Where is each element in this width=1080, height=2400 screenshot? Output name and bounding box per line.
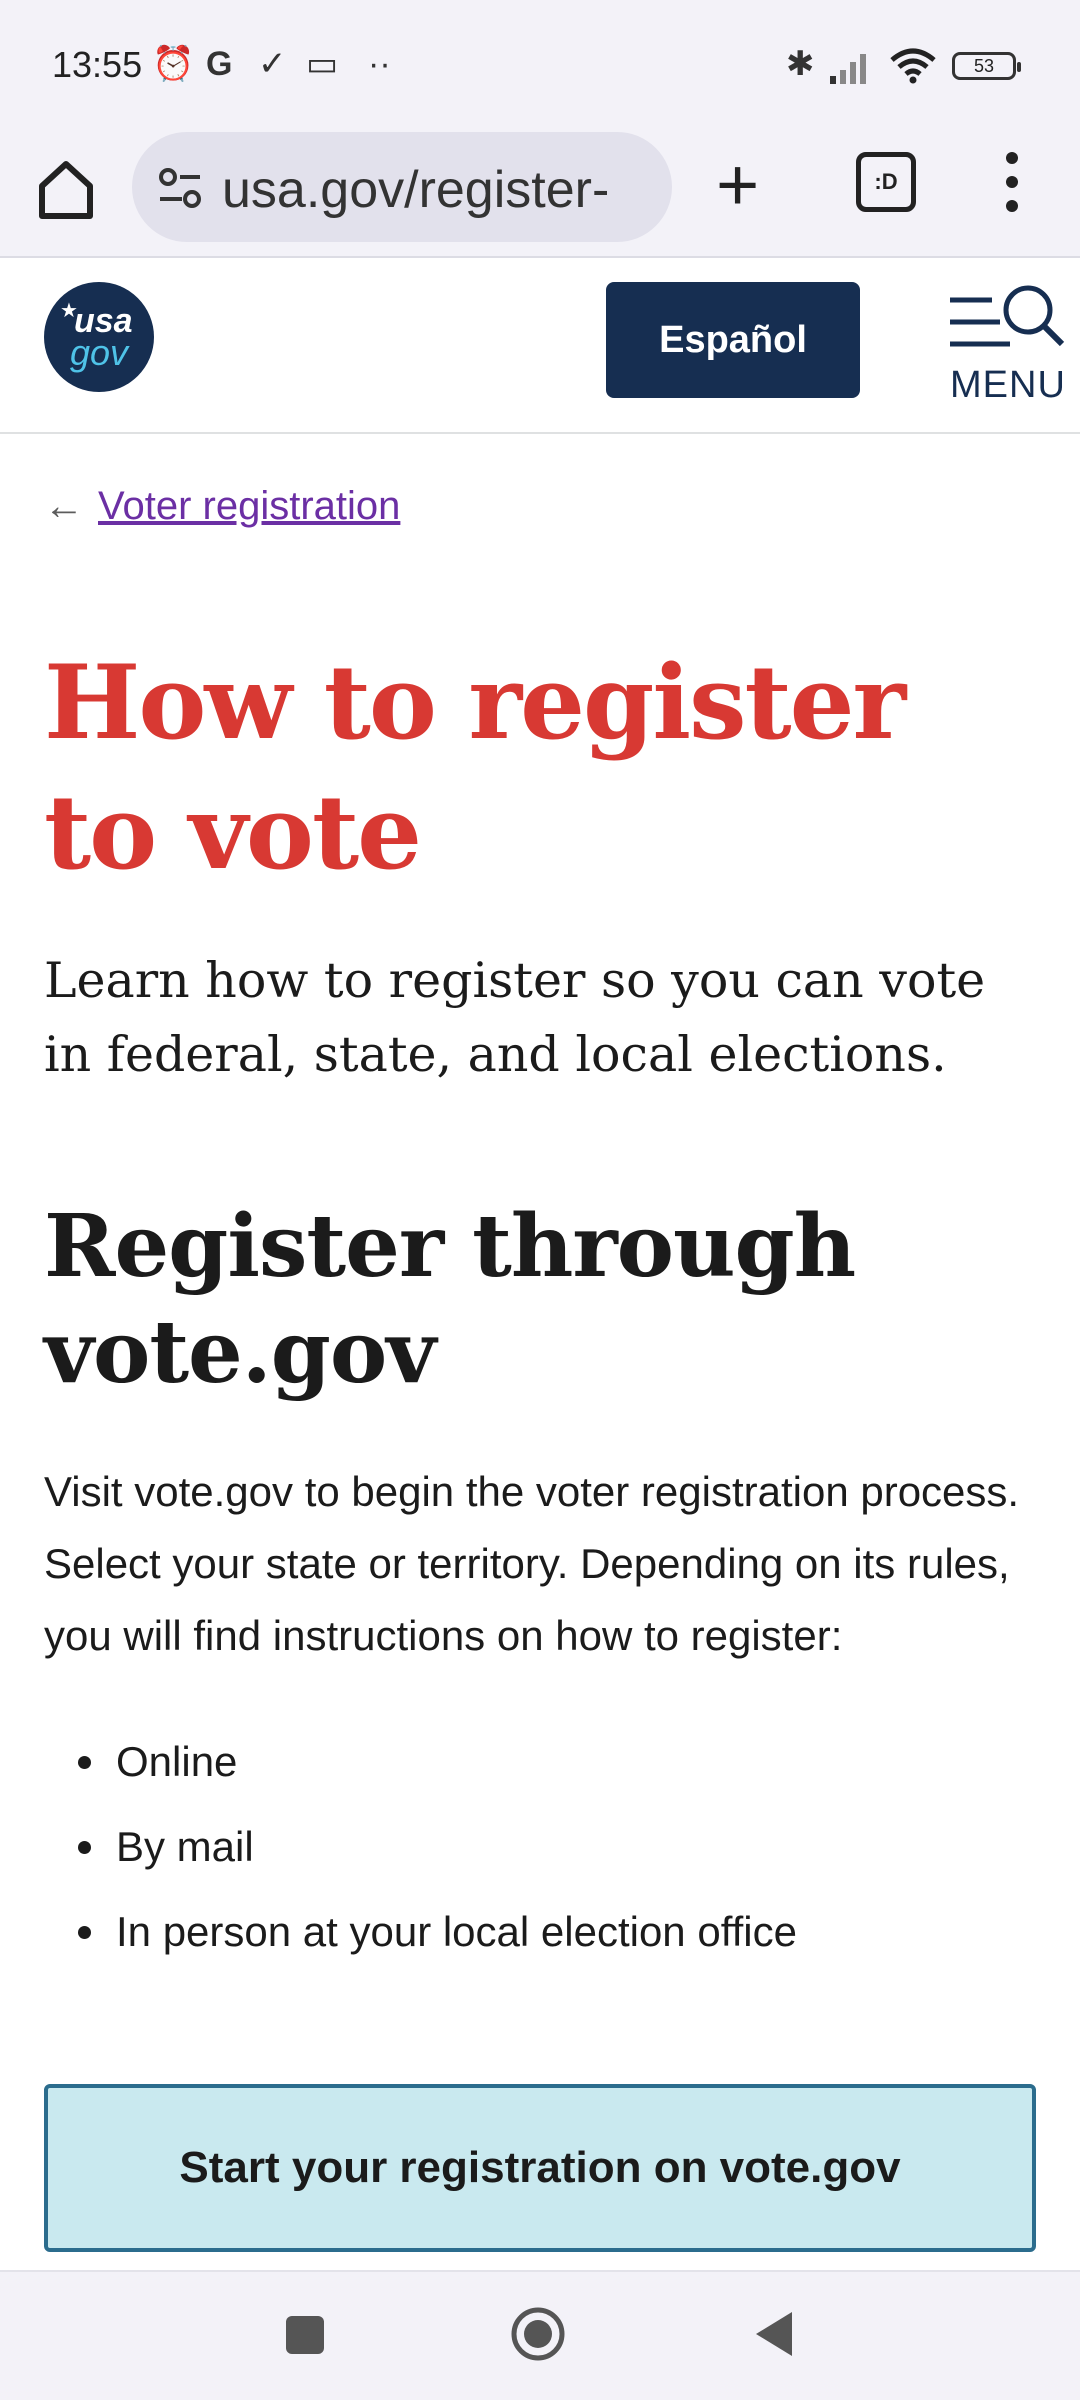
back-icon[interactable]: [754, 2310, 794, 2358]
address-bar[interactable]: [132, 132, 672, 242]
logo-star-icon: ★: [60, 300, 78, 322]
home-circle-icon[interactable]: [510, 2306, 566, 2362]
site-settings-icon[interactable]: [156, 164, 204, 212]
bluetooth-icon: ✱: [786, 45, 815, 83]
registration-options-list: [44, 1734, 1036, 1989]
menu-label: MENU: [950, 364, 1066, 406]
logo-text-usa: usa: [74, 302, 133, 340]
status-time: 13:55: [52, 44, 143, 85]
site-header: [0, 258, 1080, 434]
menu-button[interactable]: [948, 280, 1068, 410]
more-options-icon[interactable]: [1002, 152, 1022, 222]
more-dots-icon: ··: [368, 45, 391, 83]
battery-level: 53: [973, 56, 995, 76]
espanol-button[interactable]: Español: [606, 282, 860, 398]
arrow-left-icon: ←: [44, 484, 84, 528]
google-icon: G: [206, 45, 233, 83]
section-heading: Register through vote.gov: [44, 1196, 856, 1403]
url-text[interactable]: usa.gov/register-: [222, 161, 610, 219]
new-tab-icon[interactable]: +: [716, 143, 760, 226]
breadcrumb: [44, 484, 400, 529]
system-nav-bar: [0, 2270, 1080, 2400]
checklist-icon: ✓: [258, 45, 287, 83]
start-registration-button[interactable]: Start your registration on vote.gov: [44, 2084, 1036, 2252]
wifi-icon: [888, 46, 938, 84]
signal-icon: [828, 48, 876, 84]
recent-apps-icon[interactable]: [286, 2316, 324, 2354]
monitor-icon: ▭: [306, 45, 339, 83]
status-bar: [0, 0, 1080, 130]
usagov-logo[interactable]: [44, 282, 154, 392]
section-text: Visit vote.gov to begin the voter registration process. Select your state or territory. Depending on its rules, you will find instructions on how to register:: [44, 1468, 1020, 1659]
browser-toolbar: [0, 130, 1080, 258]
list-item: Online: [44, 1734, 1036, 1819]
page-title: How to register to vote: [44, 643, 905, 893]
logo-text-gov: gov: [70, 332, 129, 373]
menu-search-icon: [948, 280, 1068, 360]
alarm-icon: ⏰: [152, 45, 195, 83]
intro-text: Learn how to register so you can vote in federal, state, and local elections.: [44, 952, 986, 1083]
breadcrumb-link[interactable]: Voter registration: [98, 484, 401, 528]
tab-switcher-icon[interactable]: :D: [856, 152, 916, 212]
list-item: By mail: [44, 1819, 1036, 1904]
home-icon[interactable]: [36, 156, 96, 222]
list-item: In person at your local election office: [44, 1904, 1036, 1989]
battery-icon: [952, 52, 1016, 80]
